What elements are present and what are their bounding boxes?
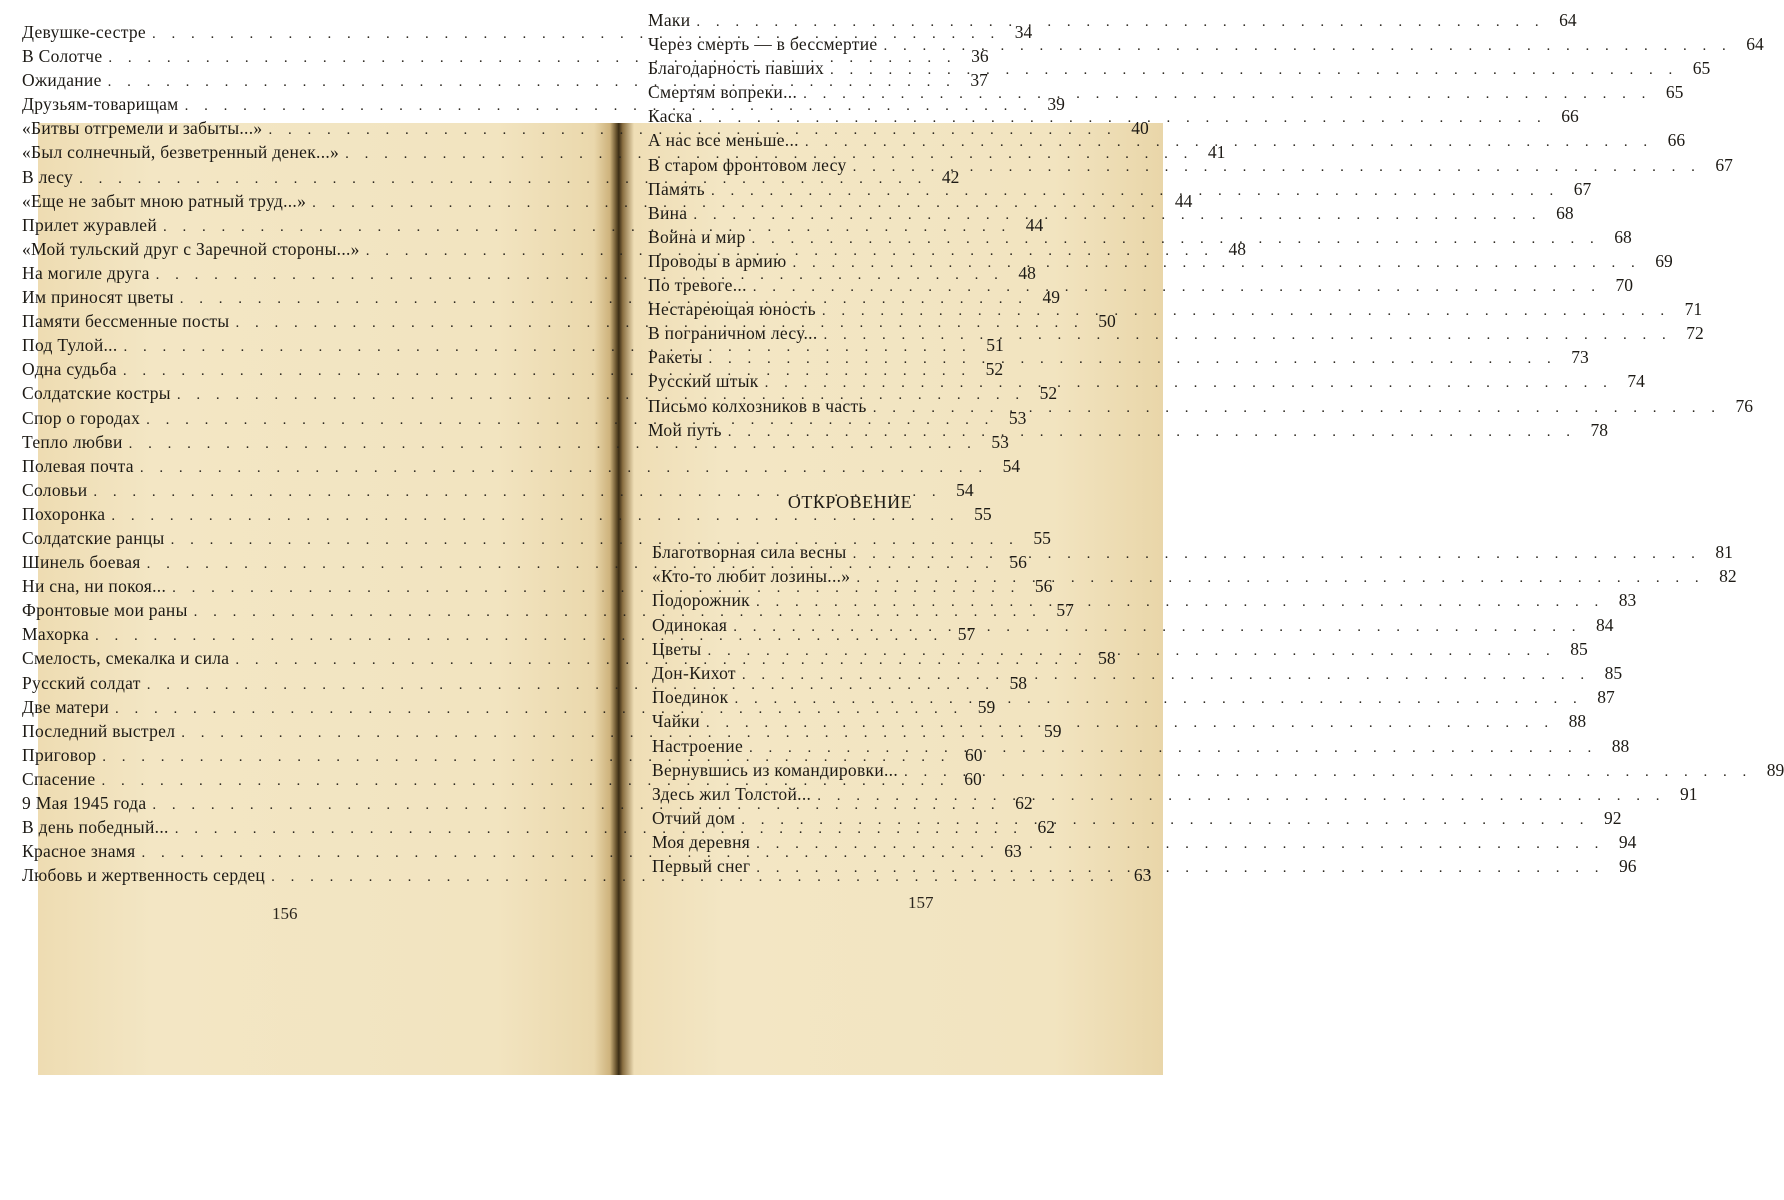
toc-entry-page-number: 62	[1015, 793, 1033, 813]
toc-entry-page-number: 54	[956, 479, 974, 500]
dot-leader	[856, 566, 1704, 590]
dot-leader	[696, 10, 1544, 34]
toc-entry-title: Им приносят цветы	[22, 287, 174, 308]
dot-leader	[728, 420, 1576, 444]
toc-entry	[652, 758, 1784, 782]
toc-entry-title: Вина	[648, 202, 688, 223]
toc-entry-page-number: 50	[1098, 311, 1116, 332]
toc-entry-title: Чайки	[652, 711, 700, 732]
toc-entry	[648, 249, 1673, 273]
toc-entry-title: Ракеты	[648, 347, 703, 368]
dot-leader	[752, 227, 1600, 251]
toc-entry-title: Настроение	[652, 735, 744, 756]
toc-entry-page-number: 63	[1004, 841, 1022, 862]
toc-entry-title: Тепло любви	[22, 431, 123, 452]
toc-entry-title: Каска	[648, 106, 693, 127]
dot-leader	[698, 106, 1546, 130]
toc-entry-title: Моя деревня	[652, 832, 751, 853]
toc-entry-page-number: 84	[1596, 614, 1614, 635]
toc-entry-page-number: 60	[965, 744, 983, 765]
toc-entry-page-number: 89	[1766, 759, 1784, 780]
toc-entry-page-number: 57	[1056, 600, 1074, 621]
toc-entry-title: Приговор	[22, 744, 97, 765]
toc-entry-title: Друзьям-товарищам	[22, 94, 179, 115]
toc-entry-page-number: 88	[1568, 711, 1587, 732]
toc-entry-title: Прилет журавлей	[22, 214, 158, 235]
toc-entry	[652, 564, 1737, 588]
toc-entry	[22, 526, 1051, 550]
toc-entry-title: В старом фронтовом лесу	[648, 154, 847, 175]
toc-entry-title: Шинель боевая	[22, 552, 141, 573]
toc-entry-title: Соловьи	[22, 479, 88, 500]
toc-entry-title: Вернувшись из командировки...	[652, 759, 899, 780]
toc-entry	[22, 261, 1036, 285]
toc-entry-title: Полевая почта	[22, 455, 134, 476]
toc-entry-title: Спор о городах	[22, 407, 141, 428]
toc-entry	[648, 369, 1645, 393]
toc-entry-page-number: 42	[941, 166, 960, 187]
toc-entry-title: А нас все меньше...	[648, 130, 799, 151]
toc-entry	[22, 430, 1009, 454]
toc-entry-page-number: 76	[1735, 395, 1753, 416]
dot-leader	[749, 736, 1597, 760]
toc-entry-page-number: 53	[991, 431, 1009, 452]
toc-entry	[648, 32, 1764, 56]
dot-leader	[753, 275, 1601, 299]
toc-entry	[652, 540, 1733, 564]
toc-entry-title: Смертям вопреки...	[648, 82, 798, 103]
toc-entry-page-number: 85	[1570, 638, 1588, 659]
toc-entry-title: Русский солдат	[22, 672, 141, 693]
dot-leader	[873, 396, 1721, 420]
dot-leader	[904, 760, 1752, 784]
dot-leader	[741, 808, 1589, 832]
toc-entry	[648, 394, 1753, 418]
toc-entry-page-number: 39	[1047, 94, 1065, 115]
dot-leader	[756, 832, 1604, 856]
toc-entry-page-number: 67	[1715, 154, 1733, 175]
toc-entry-title: Здесь жил Толстой...	[652, 783, 812, 804]
toc-entry-page-number: 37	[970, 70, 988, 91]
toc-entry-page-number: 59	[1044, 720, 1062, 741]
toc-entry-page-number: 65	[1692, 58, 1711, 79]
toc-entry-title: На могиле друга	[22, 262, 150, 283]
toc-entry-title: Поединок	[652, 687, 729, 708]
toc-entry-page-number: 54	[1002, 455, 1021, 476]
toc-entry-page-number: 88	[1611, 735, 1630, 756]
dot-leader	[824, 323, 1672, 347]
toc-entry	[652, 709, 1587, 733]
toc-entry-title: Похоронка	[22, 503, 106, 524]
toc-entry-page-number: 63	[1133, 865, 1152, 886]
toc-entry-page-number: 66	[1667, 130, 1686, 151]
toc-entry-title: Девушке-сестре	[22, 22, 146, 42]
toc-entry	[648, 56, 1711, 80]
toc-entry-title: Благодарность павших	[648, 58, 825, 79]
toc-entry-page-number: 85	[1604, 662, 1623, 683]
toc-entry-page-number: 60	[964, 768, 982, 789]
toc-entry-page-number: 58	[1098, 648, 1116, 669]
toc-entry-page-number: 65	[1665, 82, 1684, 103]
toc-entry-page-number: 94	[1618, 832, 1637, 853]
toc-entry-page-number: 58	[1009, 672, 1027, 693]
toc-entry	[648, 297, 1703, 321]
toc-entry	[652, 613, 1614, 637]
dot-leader	[853, 542, 1701, 566]
dot-leader	[706, 711, 1554, 735]
toc-entry-page-number: 62	[1037, 817, 1055, 838]
toc-entry-page-number: 53	[1008, 407, 1027, 428]
toc-entry-page-number: 91	[1679, 783, 1698, 804]
toc-entry-title: Любовь и жертвенность сердец	[22, 865, 266, 886]
toc-entry-page-number: 40	[1131, 118, 1149, 139]
dot-leader	[822, 299, 1670, 323]
toc-entry-page-number: 96	[1619, 856, 1637, 877]
toc-entry-title: Солдатские ранцы	[22, 527, 165, 548]
toc-entry-title: По тревоге...	[648, 275, 747, 296]
toc-entry-page-number: 72	[1686, 323, 1704, 344]
toc-entry-title: Последний выстрел	[22, 720, 176, 741]
toc-entry	[648, 345, 1589, 369]
dot-leader	[765, 371, 1613, 395]
toc-entry-title: В день победный...	[22, 817, 169, 838]
toc-entry-title: Память	[648, 178, 705, 199]
toc-entry-title: Фронтовые мои раны	[22, 600, 188, 621]
toc-entry-page-number: 52	[985, 359, 1004, 380]
toc-entry-title: Под Тулой...	[22, 335, 118, 356]
dot-leader	[733, 615, 1581, 639]
toc-entry-title: Нестареющая юность	[648, 299, 816, 320]
dot-leader	[756, 590, 1604, 614]
toc-entry-title: 9 Мая 1945 года	[22, 793, 147, 813]
toc-entry-page-number: 71	[1684, 299, 1703, 320]
toc-entry-page-number: 78	[1590, 419, 1609, 440]
toc-entry	[22, 454, 1021, 478]
toc-entry-page-number: 73	[1571, 347, 1589, 368]
dot-leader	[792, 251, 1640, 275]
toc-entry-title: Ожидание	[22, 70, 102, 91]
dot-leader	[883, 34, 1731, 58]
toc-entry-title: Смелость, смекалка и сила	[22, 648, 230, 669]
toc-entry-title: Подорожник	[652, 590, 750, 611]
toc-entry-title: Проводы в армию	[648, 250, 787, 271]
toc-entry-title: Солдатские костры	[22, 383, 171, 404]
toc-entry-title: Дон-Кихот	[652, 662, 736, 683]
toc-entry	[652, 661, 1623, 685]
toc-entry-page-number: 41	[1207, 142, 1226, 163]
toc-entry	[652, 588, 1637, 612]
toc-entry-title: Отчий дом	[652, 808, 736, 829]
toc-entry-page-number: 44	[1174, 190, 1193, 211]
toc-entry-title: Война и мир	[648, 226, 746, 247]
toc-entry-title: Ни сна, ни покоя...	[22, 576, 167, 597]
toc-entry-page-number: 56	[1009, 552, 1027, 573]
toc-entry-title: В пограничном лесу...	[648, 323, 818, 344]
toc-entry-page-number: 51	[986, 335, 1004, 356]
toc-entry-page-number: 69	[1655, 250, 1673, 271]
toc-entry-page-number: 74	[1627, 371, 1645, 392]
toc-entry-page-number: 92	[1604, 808, 1622, 829]
dot-leader	[734, 687, 1582, 711]
dot-leader	[742, 663, 1590, 687]
dot-leader	[711, 179, 1559, 203]
toc-entry-title: Первый снег	[652, 856, 751, 877]
toc-entry-page-number: 67	[1573, 178, 1592, 199]
toc-entry-title: Маки	[648, 10, 691, 30]
toc-entry-title: Одна судьба	[22, 359, 117, 380]
toc-entry-title: В Солотче	[22, 46, 103, 67]
toc-entry	[652, 782, 1698, 806]
toc-entry-title: «Был солнечный, безветренный денек...»	[22, 142, 340, 163]
toc-entry-title: «Кто-то любит лозины...»	[652, 566, 851, 587]
toc-entry-page-number: 36	[971, 46, 989, 67]
toc-entry-page-number: 57	[957, 624, 976, 645]
toc-entry-title: Благотворная сила весны	[652, 542, 847, 562]
toc-entry	[652, 830, 1637, 854]
toc-entry	[648, 418, 1609, 442]
dot-leader	[709, 347, 1557, 371]
toc-entry-page-number: 49	[1042, 287, 1061, 308]
toc-entry-page-number: 81	[1715, 542, 1733, 562]
dot-leader	[853, 155, 1701, 179]
section-heading: ОТКРОВЕНИЕ	[787, 492, 913, 512]
toc-entry-title: Письмо колхозников в часть	[648, 395, 867, 416]
page-number-right: 157	[908, 893, 934, 912]
toc-entry-page-number: 68	[1614, 226, 1632, 247]
dot-leader	[756, 856, 1604, 880]
toc-entry-title: Спасение	[22, 768, 96, 789]
toc-entry-page-number: 82	[1719, 566, 1737, 587]
toc-entry-page-number: 52	[1039, 383, 1058, 404]
toc-entry-title: Махорка	[22, 624, 90, 645]
toc-entry-page-number: 48	[1228, 238, 1246, 259]
dot-leader	[830, 58, 1678, 82]
toc-entry-page-number: 55	[974, 503, 992, 524]
toc-entry	[648, 273, 1634, 297]
toc-entry-page-number: 83	[1618, 590, 1637, 611]
dot-leader	[817, 784, 1665, 808]
toc-entry-title: В лесу	[22, 166, 74, 187]
toc-entry	[648, 80, 1684, 104]
toc-entry	[648, 201, 1574, 225]
toc-entry-page-number: 48	[1018, 262, 1036, 283]
toc-entry-title: Красное знамя	[22, 841, 136, 862]
toc-entry	[648, 8, 1577, 32]
toc-entry-title: Одинокая	[652, 614, 728, 635]
toc-entry-page-number: 64	[1559, 10, 1577, 30]
dot-leader	[707, 639, 1555, 663]
toc-entry-title: Мой путь	[648, 419, 722, 440]
toc-entry	[648, 104, 1579, 128]
dot-leader	[140, 456, 988, 480]
dot-leader	[805, 130, 1653, 154]
dot-leader	[693, 203, 1541, 227]
toc-entry-title: Через смерть — в бессмертие	[648, 34, 878, 55]
dot-leader	[803, 82, 1651, 106]
toc-entry-page-number: 70	[1615, 275, 1634, 296]
toc-entry-page-number: 34	[1014, 22, 1033, 42]
toc-entry-title: Цветы	[652, 638, 702, 659]
toc-entry	[652, 806, 1622, 830]
toc-entry	[652, 685, 1615, 709]
toc-entry-page-number: 59	[977, 696, 996, 717]
toc-entry-page-number: 44	[1025, 214, 1044, 235]
toc-entry-page-number: 56	[1034, 576, 1053, 597]
toc-entry-page-number: 68	[1556, 202, 1574, 223]
toc-entry-title: «Битвы отгремели и забыты...»	[22, 118, 263, 139]
toc-entry-page-number: 64	[1746, 34, 1764, 55]
toc-entry-page-number: 87	[1597, 687, 1615, 708]
toc-entry-page-number: 66	[1561, 106, 1579, 127]
toc-entry-title: Две матери	[22, 696, 110, 717]
toc-entry-title: «Мой тульский друг с Заречной стороны...»	[22, 238, 360, 259]
page-number-left: 156	[272, 904, 298, 923]
toc-entry	[652, 734, 1630, 758]
toc-entry-title: Русский штык	[648, 371, 759, 392]
toc-entry	[648, 153, 1733, 177]
toc-entry-title: Памяти бессменные посты	[22, 311, 230, 332]
toc-entry-title: «Еще не забыт мною ратный труд...»	[22, 190, 307, 211]
toc-entry-page-number: 55	[1033, 527, 1051, 548]
